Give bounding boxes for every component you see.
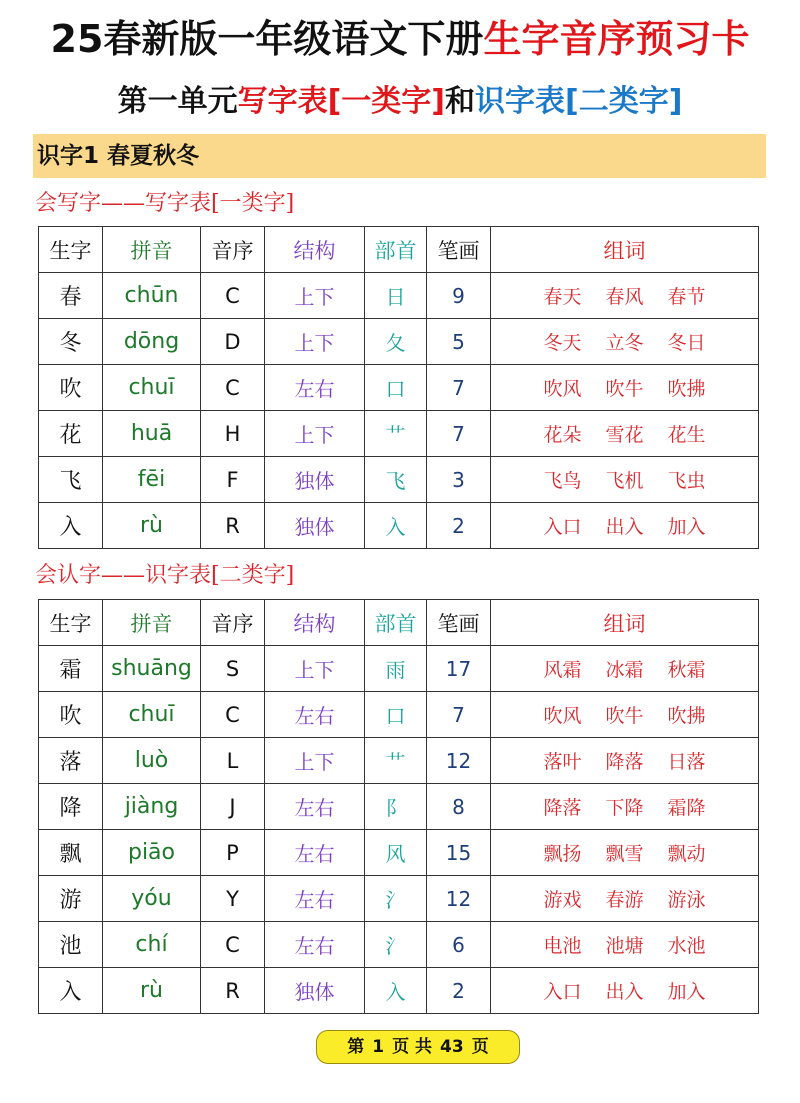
- word: 冰霜: [605, 659, 644, 681]
- table-header-row: [39, 227, 759, 273]
- table-row: [39, 784, 759, 830]
- cell-char: 入: [39, 968, 103, 1014]
- cell-pinyin: chūn: [103, 273, 201, 319]
- table-row: [39, 692, 759, 738]
- header-radical: 部首: [365, 600, 427, 646]
- page-number: 1: [372, 1037, 385, 1057]
- lesson-label: 识字1 春夏秋冬: [37, 143, 200, 169]
- cell-words: [491, 876, 759, 922]
- cell-order: J: [201, 784, 265, 830]
- cell-strokes: 6: [427, 922, 491, 968]
- subtitle-and: 和: [445, 84, 475, 119]
- word: 立冬: [605, 332, 644, 354]
- cell-order: R: [201, 968, 265, 1014]
- word: 飞虫: [667, 470, 706, 492]
- cell-pinyin: dōng: [103, 319, 201, 365]
- cell-radical: 入: [365, 968, 427, 1014]
- cell-order: D: [201, 319, 265, 365]
- cell-order: Y: [201, 876, 265, 922]
- cell-strokes: 2: [427, 503, 491, 549]
- table-header-row: [39, 600, 759, 646]
- cell-words: [491, 365, 759, 411]
- word: 吹风: [543, 705, 582, 727]
- header-words: 组词: [491, 227, 759, 273]
- word: 游泳: [667, 889, 706, 911]
- cell-order: F: [201, 457, 265, 503]
- header-pinyin: 拼音: [103, 227, 201, 273]
- word: 飞鸟: [543, 470, 582, 492]
- word: 吹风: [543, 378, 582, 400]
- page-title: [0, 14, 800, 64]
- cell-radical: 氵: [365, 876, 427, 922]
- table-row: [39, 922, 759, 968]
- cell-words: [491, 692, 759, 738]
- word: 飘动: [667, 843, 706, 865]
- word: 霜降: [667, 797, 706, 819]
- table-row: [39, 319, 759, 365]
- subtitle-write-table: 写字表[一类字]: [237, 84, 445, 119]
- table-row: [39, 503, 759, 549]
- cell-structure: 独体: [265, 968, 365, 1014]
- word: 花朵: [543, 424, 582, 446]
- header-char: 生字: [39, 227, 103, 273]
- word: 降落: [605, 751, 644, 773]
- cell-char: 降: [39, 784, 103, 830]
- cell-radical: 飞: [365, 457, 427, 503]
- word: 水池: [667, 935, 706, 957]
- header-order: 音序: [201, 227, 265, 273]
- cell-order: C: [201, 692, 265, 738]
- cell-pinyin: rù: [103, 968, 201, 1014]
- word: 冬天: [543, 332, 582, 354]
- word: 出入: [605, 516, 644, 538]
- cell-words: [491, 273, 759, 319]
- table-row: [39, 830, 759, 876]
- word: 飞机: [605, 470, 644, 492]
- cell-structure: 上下: [265, 738, 365, 784]
- word: 吹牛: [605, 705, 644, 727]
- cell-strokes: 7: [427, 692, 491, 738]
- word: 下降: [605, 797, 644, 819]
- word: 春天: [543, 286, 582, 308]
- cell-words: [491, 968, 759, 1014]
- header-strokes: 笔画: [427, 600, 491, 646]
- table-row: [39, 876, 759, 922]
- cell-order: R: [201, 503, 265, 549]
- cell-radical: 氵: [365, 922, 427, 968]
- cell-pinyin: jiàng: [103, 784, 201, 830]
- cell-words: [491, 784, 759, 830]
- cell-char: 春: [39, 273, 103, 319]
- cell-char: 落: [39, 738, 103, 784]
- word: 池塘: [605, 935, 644, 957]
- header-structure: 结构: [265, 600, 365, 646]
- word: 春游: [605, 889, 644, 911]
- header-strokes: 笔画: [427, 227, 491, 273]
- word: 雪花: [605, 424, 644, 446]
- word: 电池: [543, 935, 582, 957]
- cell-pinyin: huā: [103, 411, 201, 457]
- page-indicator: [316, 1030, 520, 1064]
- cell-strokes: 9: [427, 273, 491, 319]
- word: 飘扬: [543, 843, 582, 865]
- cell-order: C: [201, 273, 265, 319]
- cell-strokes: 7: [427, 411, 491, 457]
- table-row: [39, 968, 759, 1014]
- page-mid: 页 共: [392, 1037, 433, 1057]
- subtitle-read-table: 识字表[二类字]: [475, 84, 683, 119]
- cell-radical: 阝: [365, 784, 427, 830]
- cell-char: 游: [39, 876, 103, 922]
- cell-radical: 艹: [365, 738, 427, 784]
- cell-radical: 入: [365, 503, 427, 549]
- cell-words: [491, 922, 759, 968]
- cell-structure: 左右: [265, 692, 365, 738]
- cell-radical: 口: [365, 692, 427, 738]
- header-char: 生字: [39, 600, 103, 646]
- cell-structure: 上下: [265, 319, 365, 365]
- cell-structure: 左右: [265, 784, 365, 830]
- table-row: [39, 273, 759, 319]
- cell-order: C: [201, 365, 265, 411]
- cell-pinyin: yóu: [103, 876, 201, 922]
- word: 降落: [543, 797, 582, 819]
- cell-radical: 日: [365, 273, 427, 319]
- cell-words: [491, 457, 759, 503]
- cell-words: [491, 319, 759, 365]
- section-heading-read: 会认字——识字表[二类字]: [35, 563, 295, 588]
- cell-pinyin: shuāng: [103, 646, 201, 692]
- cell-char: 飘: [39, 830, 103, 876]
- cell-structure: 上下: [265, 646, 365, 692]
- cell-pinyin: luò: [103, 738, 201, 784]
- cell-structure: 左右: [265, 365, 365, 411]
- cell-strokes: 7: [427, 365, 491, 411]
- title-red: 生字音序预习卡: [483, 17, 750, 61]
- word: 加入: [667, 981, 706, 1003]
- cell-structure: 上下: [265, 273, 365, 319]
- cell-char: 吹: [39, 692, 103, 738]
- lesson-bar: [33, 134, 766, 178]
- cell-char: 霜: [39, 646, 103, 692]
- cell-words: [491, 646, 759, 692]
- cell-order: P: [201, 830, 265, 876]
- write-chars-table: [38, 226, 759, 549]
- subtitle-unit: 第一单元: [117, 84, 238, 119]
- cell-pinyin: fēi: [103, 457, 201, 503]
- page-suffix: 页: [471, 1037, 489, 1057]
- cell-strokes: 8: [427, 784, 491, 830]
- cell-strokes: 17: [427, 646, 491, 692]
- word: 吹拂: [667, 705, 706, 727]
- cell-words: [491, 830, 759, 876]
- cell-structure: 左右: [265, 876, 365, 922]
- cell-pinyin: rù: [103, 503, 201, 549]
- cell-strokes: 3: [427, 457, 491, 503]
- word: 吹拂: [667, 378, 706, 400]
- word: 花生: [667, 424, 706, 446]
- cell-char: 吹: [39, 365, 103, 411]
- table-row: [39, 457, 759, 503]
- word: 落叶: [543, 751, 582, 773]
- cell-structure: 左右: [265, 922, 365, 968]
- cell-pinyin: piāo: [103, 830, 201, 876]
- cell-structure: 独体: [265, 503, 365, 549]
- word: 游戏: [543, 889, 582, 911]
- word: 加入: [667, 516, 706, 538]
- cell-char: 花: [39, 411, 103, 457]
- header-pinyin: 拼音: [103, 600, 201, 646]
- header-order: 音序: [201, 600, 265, 646]
- page-subtitle: [0, 80, 800, 124]
- page-prefix: 第: [347, 1037, 365, 1057]
- cell-words: [491, 411, 759, 457]
- word: 飘雪: [605, 843, 644, 865]
- word: 春风: [605, 286, 644, 308]
- header-structure: 结构: [265, 227, 365, 273]
- cell-char: 飞: [39, 457, 103, 503]
- word: 风霜: [543, 659, 582, 681]
- cell-order: H: [201, 411, 265, 457]
- cell-pinyin: chuī: [103, 692, 201, 738]
- cell-order: C: [201, 922, 265, 968]
- cell-radical: 雨: [365, 646, 427, 692]
- cell-char: 池: [39, 922, 103, 968]
- cell-structure: 上下: [265, 411, 365, 457]
- cell-radical: 口: [365, 365, 427, 411]
- title-black: 25春新版一年级语文下册: [50, 17, 484, 61]
- cell-char: 冬: [39, 319, 103, 365]
- read-chars-table: [38, 599, 759, 1014]
- cell-words: [491, 738, 759, 784]
- word: 吹牛: [605, 378, 644, 400]
- word: 秋霜: [667, 659, 706, 681]
- cell-radical: 风: [365, 830, 427, 876]
- table-row: [39, 646, 759, 692]
- word: 入口: [543, 981, 582, 1003]
- header-radical: 部首: [365, 227, 427, 273]
- cell-strokes: 12: [427, 876, 491, 922]
- page-total: 43: [440, 1037, 464, 1057]
- cell-strokes: 5: [427, 319, 491, 365]
- cell-order: L: [201, 738, 265, 784]
- cell-structure: 独体: [265, 457, 365, 503]
- table-row: [39, 365, 759, 411]
- cell-strokes: 2: [427, 968, 491, 1014]
- cell-strokes: 15: [427, 830, 491, 876]
- table-row: [39, 738, 759, 784]
- cell-structure: 左右: [265, 830, 365, 876]
- cell-pinyin: chí: [103, 922, 201, 968]
- header-words: 组词: [491, 600, 759, 646]
- cell-order: S: [201, 646, 265, 692]
- word: 入口: [543, 516, 582, 538]
- section-heading-write: 会写字——写字表[一类字]: [35, 191, 295, 216]
- table-row: [39, 411, 759, 457]
- cell-radical: 艹: [365, 411, 427, 457]
- cell-words: [491, 503, 759, 549]
- word: 春节: [667, 286, 706, 308]
- cell-pinyin: chuī: [103, 365, 201, 411]
- word: 出入: [605, 981, 644, 1003]
- word: 冬日: [667, 332, 706, 354]
- cell-char: 入: [39, 503, 103, 549]
- cell-radical: 夂: [365, 319, 427, 365]
- cell-strokes: 12: [427, 738, 491, 784]
- word: 日落: [667, 751, 706, 773]
